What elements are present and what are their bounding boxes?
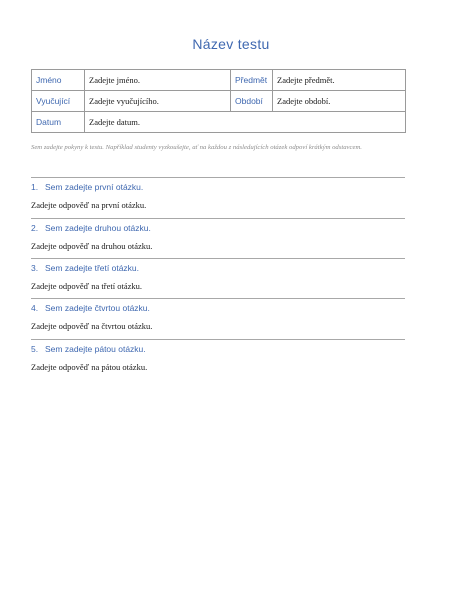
divider — [31, 339, 405, 340]
question-text: Sem zadejte pátou otázku. — [45, 344, 146, 354]
divider — [31, 218, 405, 219]
answer-2[interactable]: Zadejte odpověď na druhou otázku. — [31, 241, 153, 251]
question-number: 5. — [31, 344, 39, 354]
name-label: Jméno — [32, 70, 85, 91]
test-instructions[interactable]: Sem zadejte pokyny k testu. Například studenty vyzkoušejte, ať na každou z následujících otázek odpoví krátkým odstavcem. — [31, 144, 362, 151]
question-text: Sem zadejte druhou otázku. — [45, 223, 151, 233]
answer-4[interactable]: Zadejte odpověď na čtvrtou otázku. — [31, 321, 153, 331]
question-text: Sem zadejte třetí otázku. — [45, 263, 140, 273]
info-row-teacher — [32, 91, 406, 112]
question-number: 1. — [31, 182, 39, 192]
info-row-date — [32, 112, 406, 133]
subject-label: Předmět — [231, 70, 273, 91]
name-field[interactable]: Zadejte jméno. — [85, 70, 231, 91]
question-number: 2. — [31, 223, 39, 233]
period-field[interactable]: Zadejte období. — [273, 91, 406, 112]
question-text: Sem zadejte první otázku. — [45, 182, 144, 192]
info-row-name — [32, 70, 406, 91]
document-title: Název testu — [192, 36, 270, 52]
divider — [31, 177, 405, 178]
question-4[interactable] — [31, 303, 150, 313]
date-field[interactable]: Zadejte datum. — [85, 112, 406, 133]
teacher-field[interactable]: Zadejte vyučujícího. — [85, 91, 231, 112]
teacher-label: Vyučující — [32, 91, 85, 112]
answer-3[interactable]: Zadejte odpověď na třetí otázku. — [31, 281, 142, 291]
question-3[interactable] — [31, 263, 139, 273]
period-label: Období — [231, 91, 273, 112]
answer-1[interactable]: Zadejte odpověď na první otázku. — [31, 200, 147, 210]
subject-field[interactable]: Zadejte předmět. — [273, 70, 406, 91]
question-number: 4. — [31, 303, 39, 313]
question-number: 3. — [31, 263, 39, 273]
divider — [31, 258, 405, 259]
question-2[interactable] — [31, 223, 151, 233]
info-table — [31, 69, 406, 133]
question-5[interactable] — [31, 344, 146, 354]
answer-5[interactable]: Zadejte odpověď na pátou otázku. — [31, 362, 148, 372]
date-label: Datum — [32, 112, 85, 133]
question-text: Sem zadejte čtvrtou otázku. — [45, 303, 150, 313]
question-1[interactable] — [31, 182, 143, 192]
divider — [31, 298, 405, 299]
